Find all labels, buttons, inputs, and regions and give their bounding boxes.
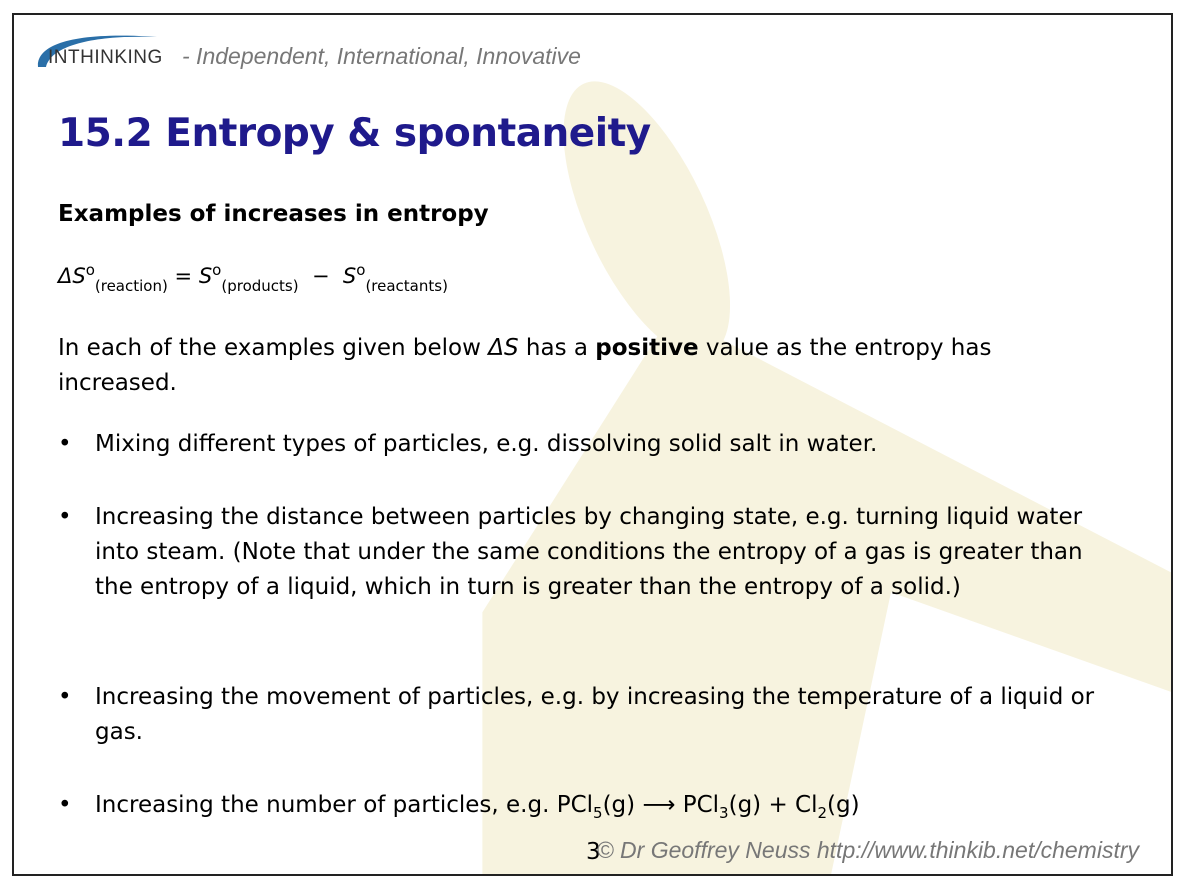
reaction-text: (g) — [827, 792, 860, 818]
section-subheading: Examples of increases in entropy — [58, 201, 489, 227]
intro-text-1: In each of the examples given below — [58, 335, 489, 361]
eq-lhs-sub: (reaction) — [94, 277, 168, 295]
eq-reactants-sup: o — [356, 261, 366, 279]
bullet-text: Increasing the distance between particles by changing state, e.g. turning liquid water into steam. (Note that under the same conditions the entropy of a gas is greater than the entropy of a liquid, which in turn is greater than the entropy of a solid.) — [95, 504, 1083, 600]
tagline: - Independent, International, Innovative — [182, 43, 581, 69]
footer-credit: © Dr Geoffrey Neuss http://www.thinkib.net/chemistry — [596, 837, 1139, 863]
eq-products-sub: (products) — [221, 277, 299, 295]
bullet-marker: • — [58, 792, 72, 818]
eq-minus: − — [311, 264, 330, 288]
slide — [12, 13, 1173, 876]
subscript: 5 — [593, 804, 603, 822]
eq-products-sup: o — [212, 261, 222, 279]
intro-delta-s: ΔS — [488, 335, 519, 361]
logo-text: INTHINKING — [48, 47, 163, 68]
entropy-equation — [58, 261, 448, 295]
eq-reactants-sub: (reactants) — [365, 277, 448, 295]
bullet-marker: • — [58, 504, 72, 530]
eq-lhs-symbol: ΔS — [58, 264, 86, 288]
subscript: 2 — [817, 804, 828, 822]
bullet-marker: • — [58, 684, 72, 710]
bullet-text: Mixing different types of particles, e.g. dissolving solid salt in water. — [95, 431, 878, 457]
reaction-text: (g) + Cl — [728, 792, 818, 818]
intro-paragraph — [58, 331, 1058, 401]
eq-reactants-symbol: S — [342, 264, 357, 288]
bullet-text — [95, 788, 1105, 831]
eq-lhs-sup: o — [85, 261, 95, 279]
subscript: 3 — [719, 804, 729, 822]
intro-text-2: has a — [518, 335, 596, 361]
bullet-marker: • — [58, 431, 72, 457]
eq-products-symbol: S — [198, 264, 213, 288]
page-title: 15.2 Entropy & spontaneity — [58, 111, 651, 156]
intro-bold-word: positive — [595, 335, 699, 361]
reaction-text: Increasing the number of particles, e.g. PCl — [95, 792, 594, 818]
bullet-text: Increasing the movement of particles, e.g. by increasing the temperature of a liquid or gas. — [95, 684, 1095, 745]
page-number: 3 — [586, 839, 601, 865]
reaction-text: (g) ⟶ PCl — [602, 792, 720, 818]
intro-text-3: value as the entropy has increased. — [58, 335, 992, 396]
eq-equals: = — [174, 264, 193, 288]
